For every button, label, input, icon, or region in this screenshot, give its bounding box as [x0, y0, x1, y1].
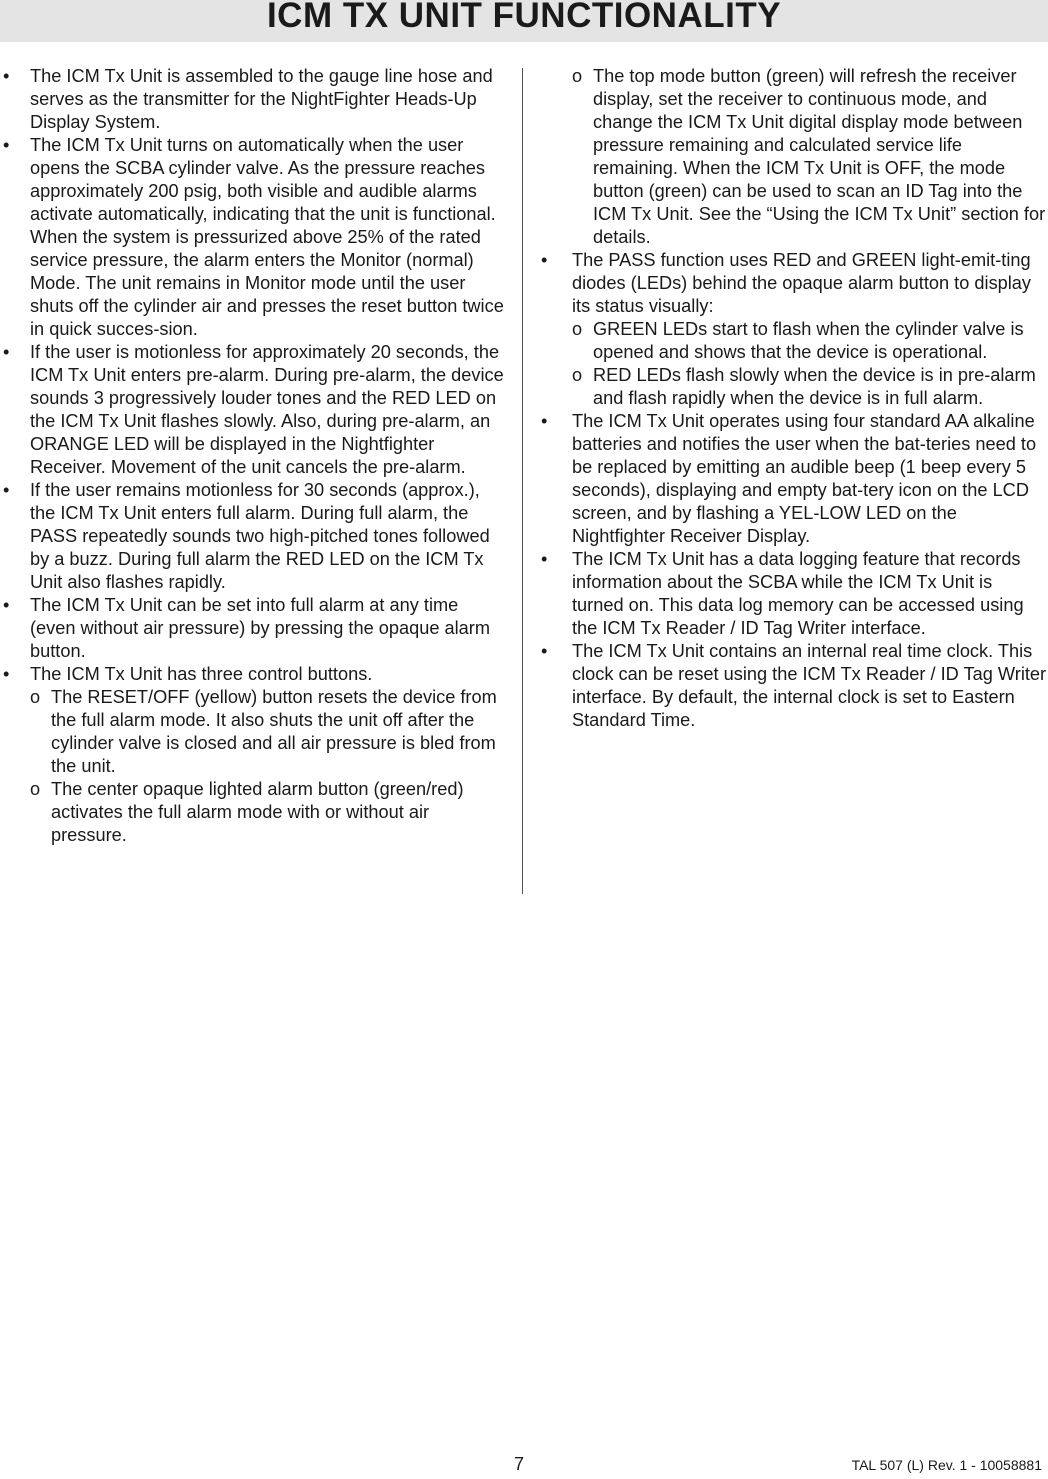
list-item — [0, 134, 506, 341]
bullet-marker: • — [3, 595, 10, 615]
title-bar — [0, 0, 1048, 42]
document-reference: TAL 507 (L) Rev. 1 - 10058881 — [851, 1457, 1042, 1473]
list-item — [0, 479, 506, 594]
bullet-text: The ICM Tx Unit is assembled to the gauge line hose and serves as the transmitter for the NightFighter Heads-Up Display System. — [30, 66, 493, 132]
bullet-marker: • — [3, 66, 10, 86]
sub-marker: o — [30, 779, 41, 799]
bullet-marker: • — [541, 641, 548, 661]
list-item — [0, 594, 506, 663]
sub-item — [572, 318, 1048, 364]
bullet-text: If the user remains motionless for 30 seconds (approx.), the ICM Tx Unit enters full alarm. During full alarm, the PASS repeatedly sounds two high-pitched tones followed by a buzz. During full alarm the RED LED on the ICM Tx Unit also flashes rapidly. — [30, 480, 490, 592]
sub-list — [572, 318, 1048, 410]
bullet-text: The ICM Tx Unit operates using four standard AA alkaline batteries and notifies the user when the bat-teries need to be replaced by emitting an audible beep (1 beep every 5 seconds), displaying and empty bat-tery icon on the LCD screen, and by flashing a YEL-LOW LED on the Nightfighter Receiver Display. — [572, 411, 1037, 546]
page-title: ICM TX UNIT FUNCTIONALITY — [266, 0, 782, 35]
sub-marker: o — [572, 319, 583, 339]
left-bullet-list — [0, 65, 506, 847]
bullet-text: The PASS function uses RED and GREEN light-emit-ting diodes (LEDs) behind the opaque alarm button to display its status visually: — [572, 250, 1032, 316]
right-bullet-list — [538, 249, 1048, 732]
bullet-text: The ICM Tx Unit turns on automatically when the user opens the SCBA cylinder valve. As the pressure reaches approximately 200 psig, both visible and audible alarms activate automatically, indicating that the unit is functional. When the system is pressurized above 25% of the rated service pressure, the alarm enters the Monitor (normal) Mode. The unit remains in Monitor mode until the user shuts off the cylinder air and presses the reset button twice in quick succes-sion. — [30, 135, 504, 339]
sub-item-continued — [538, 65, 1048, 249]
sub-list — [30, 686, 506, 847]
bullet-marker: • — [541, 250, 548, 270]
left-column — [0, 65, 506, 847]
bullet-text: The ICM Tx Unit can be set into full alarm at any time (even without air pressure) by pressing the opaque alarm button. — [30, 595, 490, 661]
sub-item — [572, 364, 1048, 410]
bullet-marker: • — [3, 135, 10, 155]
bullet-text: If the user is motionless for approximately 20 seconds, the ICM Tx Unit enters pre-alarm. During pre-alarm, the device sounds 3 progressively louder tones and the RED LED on the ICM Tx Unit flashes slowly. Also, during pre-alarm, an ORANGE LED will be displayed in the Nightfighter Receiver. Movement of the unit cancels the pre-alarm. — [30, 342, 504, 477]
sub-item — [30, 686, 506, 778]
bullet-marker: • — [3, 480, 10, 500]
bullet-marker: • — [3, 664, 10, 684]
bullet-text: The ICM Tx Unit has a data logging feature that records information about the SCBA while the ICM Tx Unit is turned on. This data log memory can be accessed using the ICM Tx Reader / ID Tag Writer interface. — [572, 549, 1024, 638]
column-divider — [522, 68, 523, 894]
bullet-text: The ICM Tx Unit contains an internal real time clock. This clock can be reset using the ICM Tx Reader / ID Tag Writer interface. By default, the internal clock is set to Eastern Standard Time. — [572, 641, 1047, 730]
list-item — [538, 249, 1048, 410]
sub-text: GREEN LEDs start to flash when the cylinder valve is opened and shows that the device is operational. — [593, 319, 1024, 362]
list-item — [0, 65, 506, 134]
bullet-marker: • — [3, 342, 10, 362]
sub-text: RED LEDs flash slowly when the device is in pre-alarm and flash rapidly when the device is in full alarm. — [593, 365, 1036, 408]
right-column — [538, 65, 1048, 732]
bullet-marker: • — [541, 411, 548, 431]
list-item — [538, 410, 1048, 548]
sub-text: The RESET/OFF (yellow) button resets the device from the full alarm mode. It also shuts the unit off after the cylinder valve is closed and all air pressure is bled from the unit. — [51, 687, 497, 776]
sub-text: The top mode button (green) will refresh the receiver display, set the receiver to continuous mode, and change the ICM Tx Unit digital display mode between pressure remaining and calculated service life remaining. When the ICM Tx Unit is OFF, the mode button (green) can be used to scan an ID Tag into the ICM Tx Unit. See the “Using the ICM Tx Unit” section for details. — [593, 66, 1046, 247]
list-item — [538, 548, 1048, 640]
list-item — [0, 663, 506, 847]
bullet-text: The ICM Tx Unit has three control buttons. — [30, 664, 373, 684]
sub-text: The center opaque lighted alarm button (green/red) activates the full alarm mode with or without air pressure. — [51, 779, 464, 845]
sub-item — [30, 778, 506, 847]
bullet-marker: • — [541, 549, 548, 569]
sub-marker: o — [30, 687, 41, 707]
list-item — [0, 341, 506, 479]
list-item — [538, 640, 1048, 732]
page-number: 7 — [514, 1454, 525, 1474]
sub-marker: o — [572, 365, 583, 385]
sub-marker: o — [572, 66, 583, 86]
